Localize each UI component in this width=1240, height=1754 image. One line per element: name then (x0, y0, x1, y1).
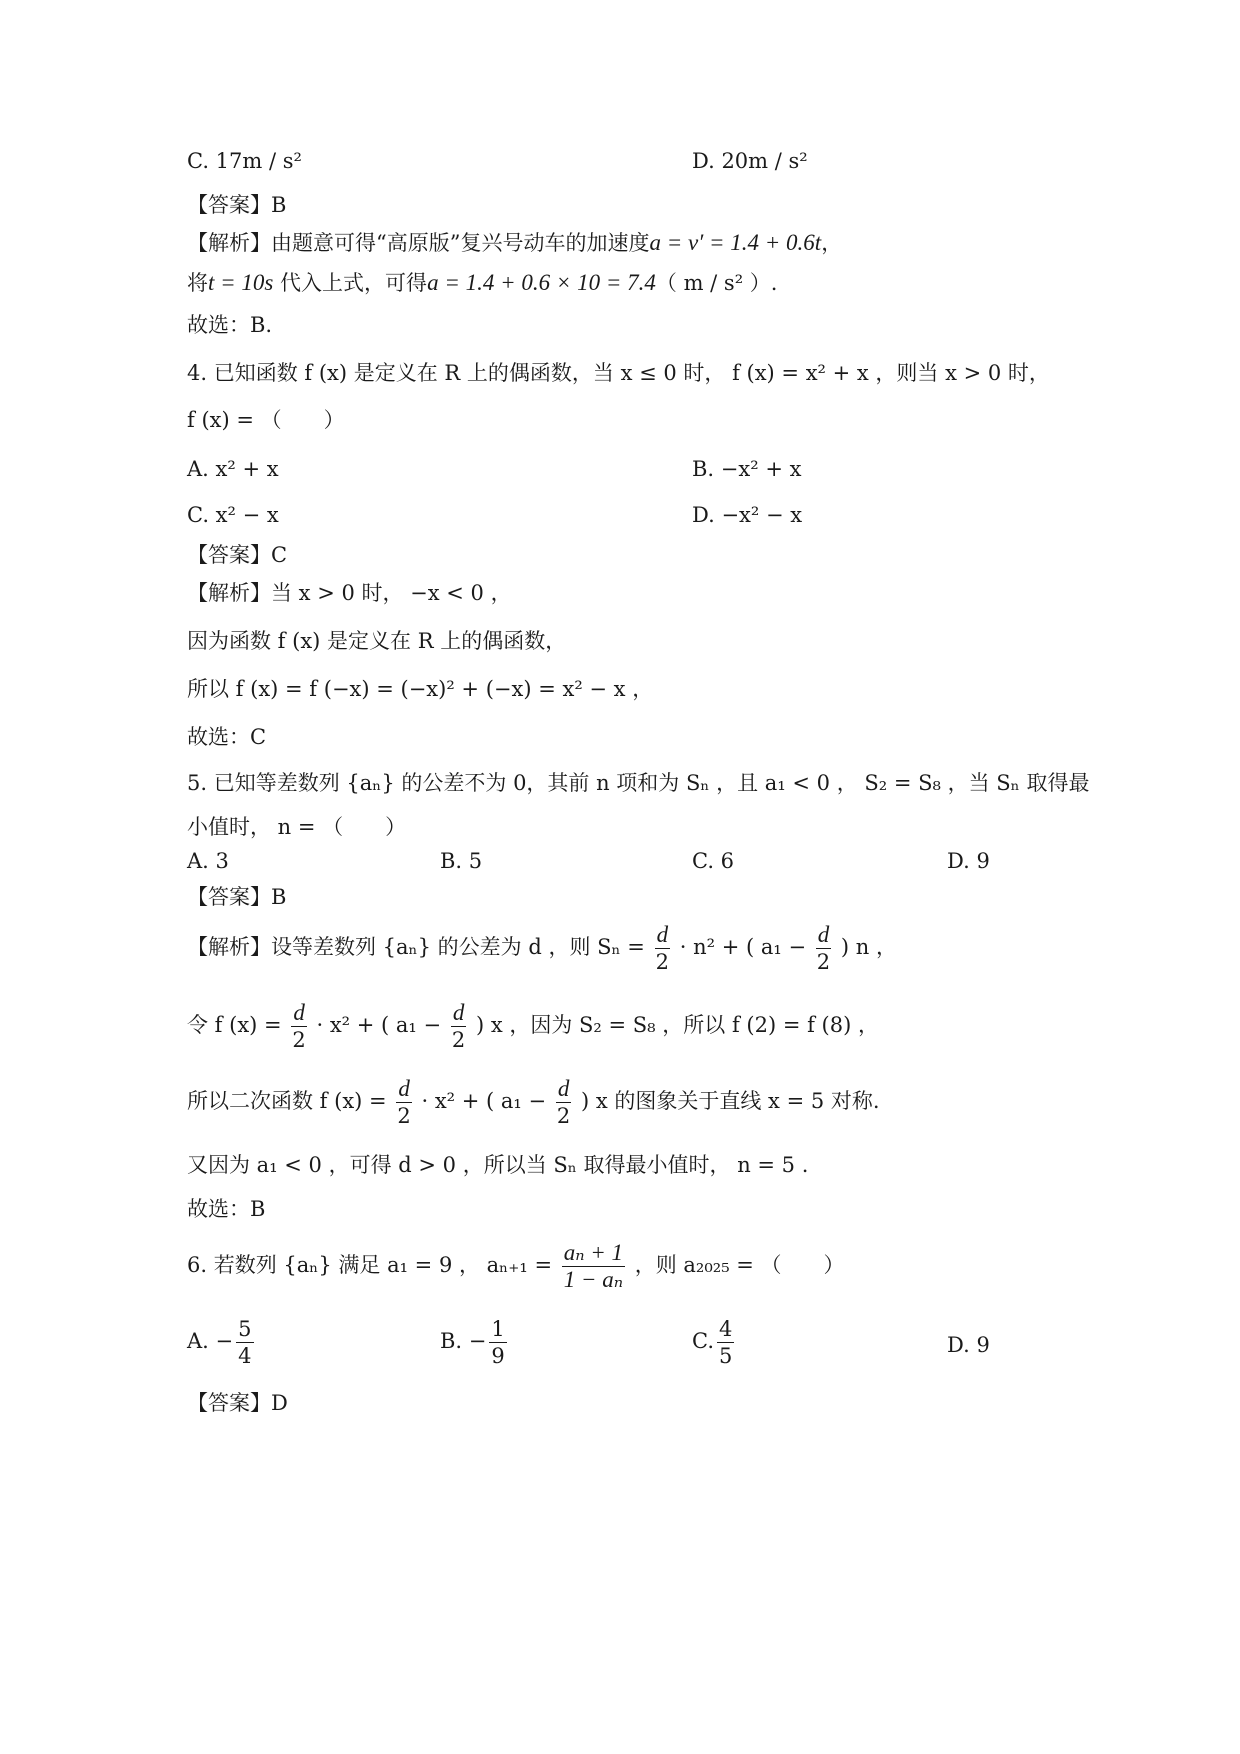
fraction: $\frac{d}{2}$ (451, 1000, 466, 1052)
q6-option-c: C. $\frac{4}{5}$ (692, 1317, 733, 1368)
q6-option-b: B. − $\frac{1}{9}$ (440, 1317, 505, 1368)
q5-analysis-line3: 所以二次函数 f (x) = $\frac{d}{2}$ · x² + ( a₁ − $\frac{d}{2}$ ) x 的图象关于直线 x = 5 对称. (187, 1076, 880, 1128)
q4-conclusion: 故选：C (187, 725, 267, 749)
q3-option-c: C. 17m / s² (187, 149, 302, 173)
q4-analysis-line3: 所以 f (x) = f (−x) = (−x)² + (−x) = x² − x ， (187, 677, 654, 701)
q5-option-d: D. 9 (947, 849, 990, 873)
q6-answer: 【答案】D (187, 1391, 288, 1415)
fraction: $\frac{d}{2}$ (292, 1000, 306, 1052)
fraction: $\frac{1}{9}$ (491, 1317, 505, 1368)
q3-answer: 【答案】B (187, 193, 287, 217)
q5-option-c: C. 6 (692, 849, 735, 873)
q4-option-d: D. −x² − x (692, 503, 803, 527)
q3-analysis-line2: 将t = 10s 代入上式，可得a = 1.4 + 0.6 × 10 = 7.4（ m / s² ）. (187, 270, 778, 295)
q3-conclusion: 故选：B. (187, 313, 273, 337)
fraction: $\frac{5}{4}$ (238, 1317, 252, 1368)
q5-stem-line1: 5. 已知等差数列 {aₙ} 的公差不为 0，其前 n 项和为 Sₙ ，且 a₁ < 0 ， S₂ = S₈ ，当 Sₙ 取得最 (187, 771, 1090, 795)
q6-stem: 6. 若数列 {aₙ} 满足 a₁ = 9 ， aₙ₊₁ = $\frac{\text{aₙ + 1}}{\text{1 − aₙ}}$ ，则 a₂₀₂₅ = （ ） (187, 1240, 845, 1292)
q5-stem-line2: 小值时， n = （ ） (187, 815, 407, 839)
q4-option-c: C. x² − x (187, 503, 279, 527)
q5-analysis-line1: 【解析】设等差数列 {aₙ} 的公差为 d ，则 Sₙ = $\frac{d}{2}$ · n² + ( a₁ − $\frac{d}{2}$ ) n ， (187, 922, 897, 974)
q5-analysis-line2: 令 f (x) = $\frac{d}{2}$ · x² + ( a₁ − $\frac{d}{2}$ ) x ，因为 S₂ = S₈ ，所以 f (2) = f (8) ， (187, 1000, 879, 1052)
q4-stem-line2: f (x) = （ ） (187, 408, 345, 432)
q5-conclusion: 故选：B (187, 1197, 266, 1221)
fraction: $\frac{d}{2}$ (655, 922, 669, 974)
q4-analysis-line2: 因为函数 f (x) 是定义在 R 上的偶函数， (187, 629, 567, 653)
q4-analysis-line1: 【解析】当 x > 0 时， −x < 0 ， (187, 581, 512, 605)
fraction: $\frac{4}{5}$ (719, 1317, 733, 1368)
q3-option-d: D. 20m / s² (692, 149, 808, 173)
q6-option-a: A. − $\frac{5}{4}$ (187, 1317, 252, 1368)
q4-stem-line1: 4. 已知函数 f (x) 是定义在 R 上的偶函数，当 x ≤ 0 时， f (x) = x² + x ，则当 x > 0 时， (187, 361, 1050, 385)
fraction: $\frac{d}{2}$ (556, 1076, 571, 1128)
q5-option-b: B. 5 (440, 849, 483, 873)
q4-answer: 【答案】C (187, 543, 288, 567)
fraction: $\frac{\text{aₙ + 1}}{\text{1 − aₙ}}$ (563, 1240, 624, 1292)
fraction: $\frac{d}{2}$ (816, 922, 831, 974)
q4-option-b: B. −x² + x (692, 457, 802, 481)
q5-analysis-line4: 又因为 a₁ < 0 ，可得 d > 0 ，所以当 Sₙ 取得最小值时， n = 5 . (187, 1153, 809, 1177)
q6-option-d: D. 9 (947, 1333, 990, 1357)
q5-option-a: A. 3 (187, 849, 229, 873)
q4-option-a: A. x² + x (187, 457, 279, 481)
fraction: $\frac{d}{2}$ (397, 1076, 411, 1128)
q5-answer: 【答案】B (187, 885, 287, 909)
q3-analysis-line1: 【解析】由题意可得“高原版”复兴号动车的加速度a = v′ = 1.4 + 0.6t， (187, 230, 843, 255)
